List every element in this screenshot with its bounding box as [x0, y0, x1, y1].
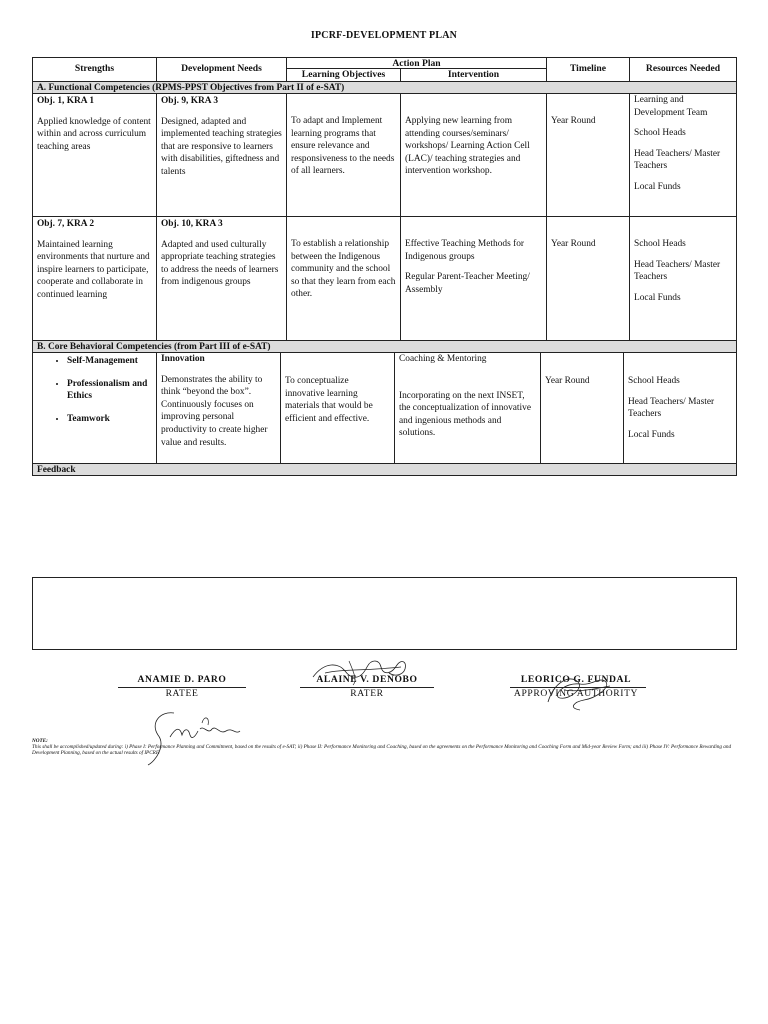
- table-row-a2-need: [157, 217, 286, 290]
- table-row-a1-resources: [630, 93, 736, 203]
- strength-text: Applied knowledge of content within and across curriculum teaching areas: [37, 116, 151, 152]
- resource-item: School Heads: [634, 239, 686, 249]
- feedback-label: Feedback: [37, 465, 76, 475]
- need-text: Designed, adapted and implemented teaching strategies that are responsive to learners with disabilities, giftedness and talents: [161, 116, 282, 177]
- document-title: IPCRF-DEVELOPMENT PLAN: [310, 30, 458, 41]
- table-row-b-timeline: Year Round: [545, 376, 590, 386]
- note-label: NOTE:: [32, 738, 48, 744]
- need-heading: Innovation: [161, 354, 205, 364]
- note-text: This shall be accomplished/updated during: i) Phase I: Performance Planning and Commitment, based on the results of e-SAT; ii) Phase II: Performance Monitoring and Coaching, based on the agreements on the Performance Monitoring and Coaching Form and Mid-year Review Form; and iii) Phase IV: Performance Rewarding and Development Planning, based on the actual results of IPCRF.: [32, 744, 732, 757]
- table-row-b-strengths: [33, 354, 156, 436]
- intervention-heading: Coaching & Mentoring: [399, 354, 487, 364]
- table-row-a2-timeline: Year Round: [551, 239, 596, 249]
- need-heading: Obj. 9, KRA 3: [161, 96, 219, 106]
- table-row-b-objective: To conceptualize innovative learning materials that would be efficient and effective.: [285, 376, 373, 424]
- feedback-box[interactable]: [32, 577, 737, 650]
- resource-item: Head Teachers/ Master Teachers: [634, 148, 721, 172]
- header-learning-objectives: Learning Objectives: [301, 69, 386, 80]
- note-section: [32, 738, 736, 757]
- intervention-text: Incorporating on the next INSET, the conceptualization of innovative and ingenious methods and solutions.: [399, 390, 531, 439]
- header-timeline: Timeline: [569, 63, 607, 74]
- resource-item: Local Funds: [628, 429, 675, 440]
- table-row-a1-need: [157, 94, 286, 180]
- table-row-a2-intervention: [401, 237, 546, 305]
- need-text: Demonstrates the ability to think “beyond the box”. Continuously focuses on improving personal productivity to create higher value and results.: [161, 374, 268, 448]
- strength-heading: Obj. 1, KRA 1: [37, 96, 95, 106]
- table-row-a2-objective: To establish a relationship between the Indigenous community and the school so that they learn from each other.: [291, 239, 396, 300]
- resource-item: Head Teachers/ Master Teachers: [628, 396, 715, 420]
- strength-heading: Obj. 7, KRA 2: [37, 219, 95, 229]
- header-resources-needed: Resources Needed: [645, 63, 721, 74]
- header-development-needs: Development Needs: [181, 63, 262, 74]
- approver-role: APPROVING AUTHORITY: [513, 688, 639, 699]
- table-row-a2-strength: [33, 217, 156, 303]
- table-row-a1-strength: [33, 94, 156, 154]
- approver-name: LEORICO G. FUNDAL: [520, 674, 632, 685]
- resource-item: Learning and Development Team: [634, 95, 708, 118]
- table-row-a1-timeline: Year Round: [551, 116, 596, 126]
- need-text: Adapted and used culturally appropriate teaching strategies to address the needs of learners from indigenous groups: [161, 239, 279, 288]
- resource-item: Local Funds: [634, 181, 681, 192]
- approver-signature-icon: [540, 668, 616, 714]
- table-row-b-intervention: [395, 352, 540, 441]
- need-heading: Obj. 10, KRA 3: [161, 219, 223, 229]
- header-action-plan: Action Plan: [392, 58, 441, 69]
- list-item: • Professionalism and Ethics: [67, 378, 152, 403]
- strength-text: Maintained learning environments that nurture and inspire learners to participate, cooperate and collaborate in continued learning: [37, 239, 150, 300]
- resource-item: Head Teachers/ Master Teachers: [634, 259, 721, 283]
- table-row-a1-objective: To adapt and Implement learning programs that ensure relevance and responsiveness to the needs of all learners.: [291, 116, 395, 177]
- ratee-name: ANAMIE D. PARO: [137, 674, 227, 685]
- list-item: • Teamwork: [67, 413, 152, 426]
- table-row-b-resources: [624, 374, 736, 450]
- header-intervention: Intervention: [447, 69, 500, 80]
- table-row-a2-resources: [630, 237, 736, 313]
- rater-signature-icon: [305, 655, 415, 689]
- list-item: • Self-Management: [67, 355, 152, 368]
- section-a-title: A. Functional Competencies (RPMS-PPST Objectives from Part II of e-SAT): [37, 83, 345, 93]
- resource-item: Local Funds: [634, 292, 681, 303]
- resource-item: School Heads: [634, 128, 686, 139]
- rater-role: RATER: [350, 688, 384, 699]
- table-row-a1-intervention: Applying new learning from attending courses/seminars/ workshops/ Learning Action Cell (LAC)/ teaching strategies and intervention workshop.: [405, 116, 530, 177]
- rater-name: ALAINE V. DENOBO: [316, 674, 418, 685]
- header-strengths: Strengths: [74, 63, 115, 74]
- intervention-item: Effective Teaching Methods for Indigenous groups: [405, 239, 525, 262]
- resource-item: School Heads: [628, 376, 680, 386]
- ratee-role: RATEE: [165, 688, 199, 699]
- table-row-b-need: [157, 352, 280, 450]
- intervention-item: Regular Parent-Teacher Meeting/ Assembly: [405, 272, 530, 295]
- section-b-title: B. Core Behavioral Competencies (from Part III of e-SAT): [37, 342, 271, 352]
